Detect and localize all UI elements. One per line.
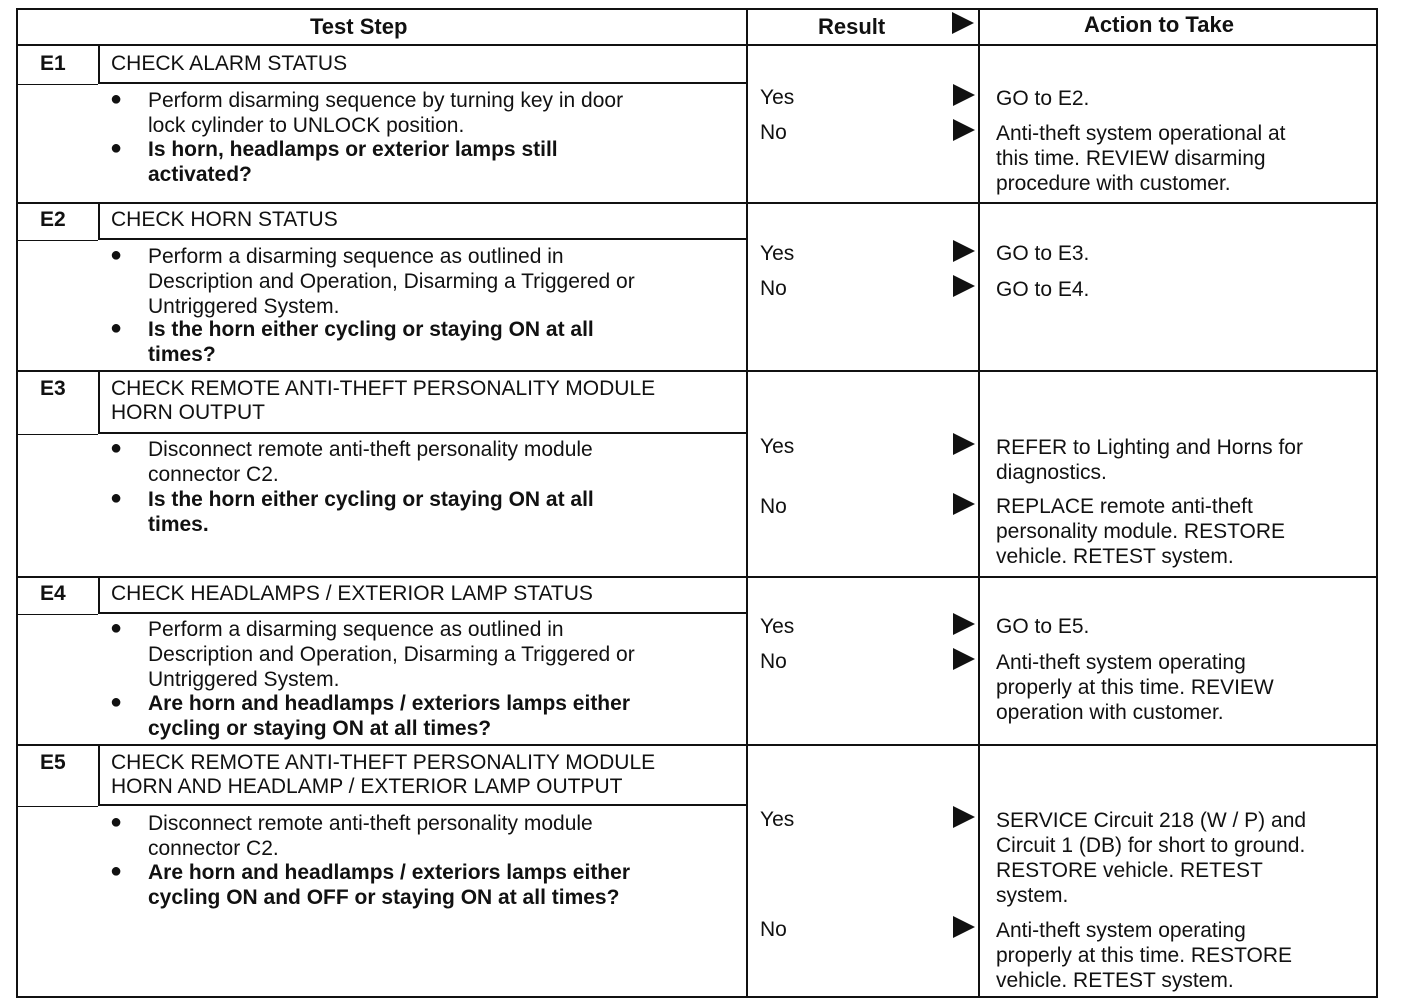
instruction-line: Disconnect remote anti-theft personality module [148,812,593,835]
action-line: this time. REVIEW disarming [996,147,1266,170]
action-text [996,86,1089,111]
step-title-line: CHECK HEADLAMPS / EXTERIOR LAMP STATUS [111,582,593,605]
step-title-line: CHECK REMOTE ANTI-THEFT PERSONALITY MODULE [111,377,656,400]
instruction-line: cycling ON and OFF or staying ON at all times? [148,886,620,909]
action-line: REPLACE remote anti-theft [996,495,1253,518]
action-line: system. [996,884,1069,907]
instruction-text [148,691,630,741]
result-arrow-icon [953,240,975,262]
instruction-line: activated? [148,163,252,186]
result-answer: Yes [760,808,795,831]
action-line: GO to E3. [996,242,1090,265]
bullet-icon: ● [110,860,123,882]
instruction-line: lock cylinder to UNLOCK position. [148,114,465,137]
step-code-underline [16,614,98,615]
action-line: GO to E4. [996,278,1090,301]
bullet-icon: ● [110,487,123,509]
instruction-text [148,617,635,692]
column-divider-action [978,8,980,998]
step-title [111,377,655,425]
instruction-line: Is the horn either cycling or staying ON at all [148,318,594,341]
action-line: properly at this time. RESTORE [996,944,1293,967]
instruction-text [148,317,594,367]
step-code-divider [98,744,100,804]
action-line: REFER to Lighting and Horns for [996,436,1303,459]
instruction-line: times. [148,513,209,536]
header-action-to-take: Action to Take [1084,12,1234,37]
action-line: RESTORE vehicle. RETEST [996,859,1263,882]
action-line: operation with customer. [996,701,1224,724]
step-code: E3 [40,377,66,400]
instruction-line: Untriggered System. [148,668,340,691]
instruction-line: Description and Operation, Disarming a Triggered or [148,270,635,293]
action-text [996,650,1274,725]
instruction-line: cycling or staying ON at all times? [148,717,492,740]
bullet-icon: ● [110,317,123,339]
step-code: E2 [40,208,66,231]
instruction-line: Is the horn either cycling or staying ON at all [148,488,594,511]
instruction-line: Description and Operation, Disarming a Triggered or [148,643,635,666]
header-divider [16,44,1378,46]
action-line: procedure with customer. [996,172,1231,195]
result-arrow-icon [953,493,975,515]
step-title [111,52,347,76]
action-line: GO to E2. [996,87,1090,110]
result-arrow-icon [953,648,975,670]
result-answer: No [760,495,787,518]
action-line: SERVICE Circuit 218 (W / P) and [996,809,1307,832]
step-code-divider [98,46,100,82]
action-line: Circuit 1 (DB) for short to ground. [996,834,1306,857]
instruction-line: connector C2. [148,463,279,486]
bullet-icon: ● [110,137,123,159]
bullet-icon: ● [110,437,123,459]
instruction-text [148,487,594,537]
action-line: GO to E5. [996,615,1090,638]
bullet-icon: ● [110,811,123,833]
result-answer: No [760,277,787,300]
result-answer: Yes [760,242,795,265]
step-title [111,751,655,799]
row-divider [16,370,1378,372]
action-line: diagnostics. [996,461,1107,484]
step-title-underline [98,612,746,614]
step-code: E1 [40,52,66,75]
action-text [996,121,1285,196]
result-arrow-icon [953,916,975,938]
instruction-text [148,860,630,910]
step-code-underline [16,84,98,85]
instruction-line: Perform disarming sequence by turning key in door [148,89,624,112]
step-title-line: HORN AND HEADLAMP / EXTERIOR LAMP OUTPUT [111,775,623,798]
action-text [996,241,1089,266]
step-title-underline [98,804,746,806]
result-arrow-icon [953,119,975,141]
result-answer: Yes [760,615,795,638]
instruction-text [148,88,623,138]
instruction-line: Are horn and headlamps / exteriors lamps either [148,861,630,884]
step-code-divider [98,202,100,238]
action-line: personality module. RESTORE [996,520,1286,543]
step-title-underline [98,82,746,84]
step-code-underline [16,434,98,435]
step-code-underline [16,240,98,241]
step-title-line: HORN OUTPUT [111,401,265,424]
step-code: E4 [40,582,66,605]
step-title-underline [98,238,746,240]
row-divider [16,744,1378,746]
result-answer: No [760,918,787,941]
instruction-text [148,811,593,861]
instruction-line: Perform a disarming sequence as outlined in [148,618,564,641]
action-text [996,277,1089,302]
header-test-step: Test Step [310,14,408,39]
instruction-line: Untriggered System. [148,295,340,318]
bullet-icon: ● [110,691,123,713]
action-line: vehicle. RETEST system. [996,545,1234,568]
step-title-underline [98,432,746,434]
row-divider [16,576,1378,578]
result-arrow-icon [953,806,975,828]
instruction-line: Perform a disarming sequence as outlined in [148,245,564,268]
instruction-line: times? [148,343,216,366]
action-line: vehicle. RETEST system. [996,969,1234,992]
action-line: Anti-theft system operational at [996,122,1286,145]
column-divider-result [746,8,748,998]
header-arrow-icon [952,12,974,34]
result-arrow-icon [953,613,975,635]
action-text [996,435,1303,485]
step-title [111,208,338,232]
step-title-line: CHECK ALARM STATUS [111,52,348,75]
bullet-icon: ● [110,88,123,110]
action-text [996,918,1292,993]
bullet-icon: ● [110,244,123,266]
result-answer: Yes [760,86,795,109]
instruction-text [148,244,635,319]
action-line: Anti-theft system operating [996,651,1246,674]
instruction-line: Is horn, headlamps or exterior lamps still [148,138,558,161]
instruction-line: Disconnect remote anti-theft personality module [148,438,593,461]
instruction-line: connector C2. [148,837,279,860]
result-arrow-icon [953,433,975,455]
step-code-divider [98,576,100,612]
result-arrow-icon [953,84,975,106]
result-answer: No [760,650,787,673]
action-line: properly at this time. REVIEW [996,676,1274,699]
step-title [111,582,593,606]
instruction-text [148,137,558,187]
step-code: E5 [40,751,66,774]
instruction-line: Are horn and headlamps / exteriors lamps either [148,692,630,715]
step-title-line: CHECK HORN STATUS [111,208,338,231]
result-arrow-icon [953,275,975,297]
step-code-underline [16,806,98,807]
step-title-line: CHECK REMOTE ANTI-THEFT PERSONALITY MODULE [111,751,656,774]
step-code-divider [98,370,100,432]
action-text [996,808,1306,908]
bullet-icon: ● [110,617,123,639]
result-answer: Yes [760,435,795,458]
instruction-text [148,437,593,487]
action-text [996,494,1285,569]
action-text [996,614,1089,639]
header-result: Result [818,14,886,39]
row-divider [16,202,1378,204]
action-line: Anti-theft system operating [996,919,1246,942]
result-answer: No [760,121,787,144]
